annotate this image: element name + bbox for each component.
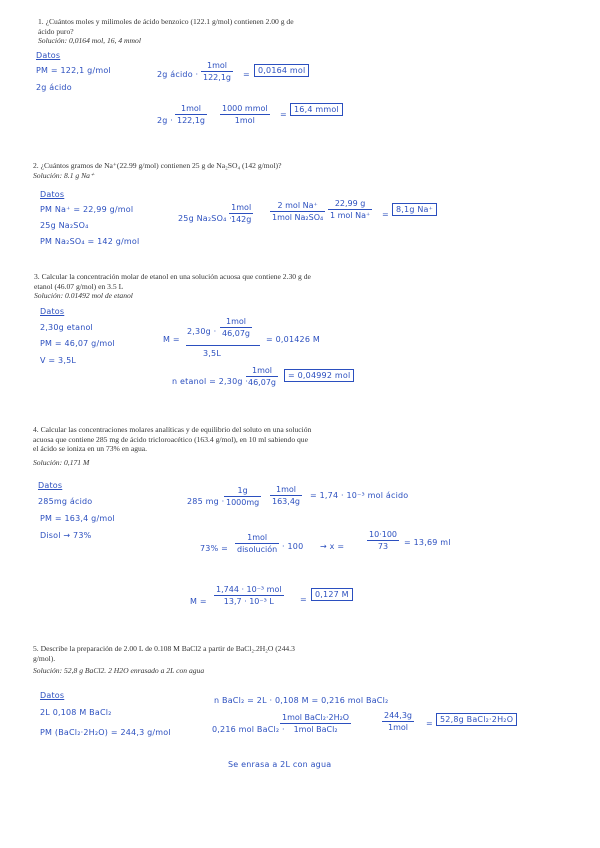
problem-4-b-x-fraction: 10·100 73 (369, 530, 397, 551)
problem-4-c-eq: = (300, 595, 307, 604)
problem-3-m-num-a: 2,30g · (187, 327, 217, 336)
problem-4-a-fraction-1: 1g 1000mg (226, 486, 260, 507)
problem-1-line2-fraction-2: 1000 mmol 1mol (222, 104, 268, 125)
problem-4-statement: 4. Calcular las concentraciones molares analíticas y de equilibrio del soluto en una solución acuosa que contiene 285 mg de ácido tricloroacético (163.4 g/mol), en 10 ml sabiendo que el ácido se ioniza en un 73% en agua. Solución: 0,171 M (33, 425, 312, 467)
problem-4-a-fraction-2: 1mol 163,4g (272, 485, 300, 506)
problem-3-datos-title: Datos (40, 307, 65, 316)
problem-1-line2-fraction-1: 1mol 122,1g (177, 104, 205, 125)
problem-5-datos-title: Datos (40, 691, 65, 700)
problem-5-b-lead: 0,216 mol BaCl₂ · (212, 725, 285, 734)
problem-4-c-result: 0,127 M (311, 588, 353, 601)
problem-2-eq: = (382, 210, 389, 219)
problem-4-dato-mass: 285mg ácido (38, 497, 93, 506)
problem-1-line1-eq: = (243, 70, 250, 79)
problem-4-c-lead: M = (190, 597, 207, 606)
problem-1-dato-pm: PM = 122,1 g/mol (36, 66, 111, 75)
problem-2-statement: 2. ¿Cuántos gramos de Na⁺(22.99 g/mol) contienen 25 g de Na₂SO₄ (142 g/mol)? Solución: 8.1 g Na⁺ (33, 161, 282, 180)
problem-2-result: 8,1g Na⁺ (392, 203, 437, 216)
problem-4-b-tail: · 100 (282, 542, 304, 551)
problem-1-statement: 1. ¿Cuántos moles y milimoles de ácido benzoico (122.1 g/mol) contienen 2.00 g de ácido puro? Solución: 0,0164 mol, 16, 4 mmol (38, 17, 294, 46)
problem-2-datos-title: Datos (40, 190, 65, 199)
problem-2-lead: 25g Na₂SO₄ · (178, 214, 232, 223)
problem-5-b-result: 52,8g BaCl₂·2H₂O (436, 713, 517, 726)
problem-2-fraction-2: 2 mol Na⁺ 1mol Na₂SO₄ (272, 201, 324, 222)
problem-3-n-fraction: 1mol 46,07g (248, 366, 276, 387)
problem-5-b-fraction-2: 244,3g 1mol (384, 711, 412, 732)
problem-3-dato-mass: 2,30g etanol (40, 323, 93, 332)
problem-4-b-result: = 13,69 ml (404, 538, 451, 547)
problem-4-b-fraction: 1mol disolución (237, 533, 278, 554)
problem-2-dato-mass: 25g Na₂SO₄ (40, 221, 89, 230)
problem-3-statement: 3. Calcular la concentración molar de etanol en una solución acuosa que contiene 2.30 g de etanol (46.07 g/mol) en 3.5 L Solución: 0.01492 mol de etanol (34, 272, 311, 301)
problem-3-m-main-bar (186, 345, 260, 346)
problem-3-dato-pm: PM = 46,07 g/mol (40, 339, 115, 348)
problem-1-line1-lead: 2g ácido · (157, 70, 199, 79)
problem-3-m-denominator: 3,5L (203, 349, 221, 358)
problem-4-datos-title: Datos (38, 481, 63, 490)
problem-5-moles-line: n BaCl₂ = 2L · 0,108 M = 0,216 mol BaCl₂ (214, 696, 389, 705)
problem-1-line2-eq: = (280, 110, 287, 119)
problem-5-statement: 5. Describe la preparación de 2.00 L de 0.108 M BaCl2 a partir de BaCl₂.2H₂O (244.3 g/mol). Solución: 52,8 g BaCl2. 2 H2O enrasado a 2L con agua (33, 644, 295, 676)
problem-2-dato-pm-salt: PM Na₂SO₄ = 142 g/mol (40, 237, 140, 246)
problem-2-fraction-1: 1mol 142g (231, 203, 252, 224)
problem-4-dato-disol: Disol → 73% (40, 531, 92, 540)
problem-4-b-lead: 73% = (200, 544, 229, 553)
problem-2-dato-pm-na: PM Na⁺ = 22,99 g/mol (40, 205, 134, 214)
problem-1-line1-fraction: 1mol 122,1g (203, 61, 231, 82)
problem-3-dato-volume: V = 3,5L (40, 356, 77, 365)
problem-1-datos-title: Datos (36, 51, 61, 60)
problem-5-b-eq: = (426, 719, 433, 728)
problem-2-fraction-3: 22,99 g 1 mol Na⁺ (330, 199, 371, 220)
problem-1-line2-lead: 2g · (157, 116, 174, 125)
problem-4-a-lead: 285 mg · (187, 497, 225, 506)
problem-4-c-fraction: 1,744 · 10⁻³ mol 13,7 · 10⁻³ L (216, 585, 282, 606)
problem-5-note: Se enrasa a 2L con agua (228, 760, 332, 769)
problem-5-dato-pm: PM (BaCl₂·2H₂O) = 244,3 g/mol (40, 728, 171, 737)
problem-3-m-result: = 0,01426 M (266, 335, 320, 344)
problem-1-result-mmol: 16,4 mmol (290, 103, 343, 116)
problem-4-dato-pm: PM = 163,4 g/mol (40, 514, 115, 523)
problem-3-n-result: = 0,04992 mol (284, 369, 354, 382)
problem-4-a-result: = 1,74 · 10⁻³ mol ácido (310, 491, 409, 500)
problem-1-result-mol: 0,0164 mol (254, 64, 309, 77)
problem-3-n-lead: n etanol = 2,30g · (172, 377, 249, 386)
problem-3-m-inner-fraction: 1mol 46,07g (222, 317, 250, 338)
problem-5-dato-solution: 2L 0,108 M BaCl₂ (40, 708, 112, 717)
problem-5-b-fraction-1: 1mol BaCl₂·2H₂O 1mol BaCl₂ (282, 713, 350, 734)
problem-1-dato-mass: 2g ácido (36, 83, 72, 92)
problem-3-m-lead: M = (163, 335, 180, 344)
problem-4-b-arrow: → x = (320, 542, 345, 551)
